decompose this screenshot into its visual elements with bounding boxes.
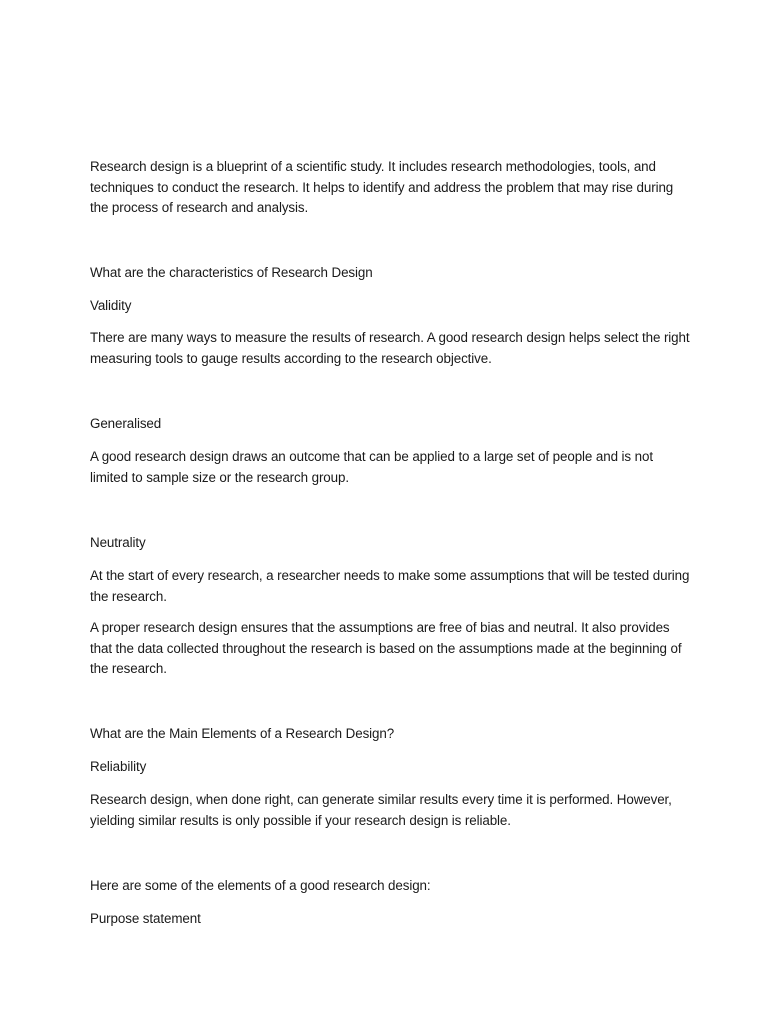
elements-intro-paragraph: Here are some of the elements of a good research design:: [90, 878, 431, 893]
neutrality-paragraph-2: A proper research design ensures that the assumptions are free of bias and neutral. It also provides that the data collected throughout the research is based on the assumptions made at the beginning of the research.: [90, 620, 682, 676]
generalised-heading: Generalised: [90, 416, 162, 431]
reliability-paragraph: Research design, when done right, can generate similar results every time it is performed. However, yielding similar results is only possible if your research design is reliable.: [90, 792, 672, 828]
validity-paragraph: There are many ways to measure the results of research. A good research design helps select the right measuring tools to gauge results according to the research objective.: [90, 330, 690, 366]
intro-paragraph: Research design is a blueprint of a scientific study. It includes research methodologies, tools, and techniques to conduct the research. It helps to identify and address the problem that may rise during the process of research and analysis.: [90, 159, 674, 215]
neutrality-heading: Neutrality: [90, 535, 146, 550]
neutrality-paragraph-1: At the start of every research, a researcher needs to make some assumptions that will be tested during the research.: [90, 568, 690, 604]
characteristics-heading: What are the characteristics of Research Design: [90, 265, 373, 280]
reliability-heading: Reliability: [90, 759, 147, 774]
validity-heading: Validity: [90, 298, 132, 313]
purpose-statement-heading: Purpose statement: [90, 911, 201, 926]
generalised-paragraph: A good research design draws an outcome that can be applied to a large set of people and is not limited to sample size or the research group.: [90, 449, 653, 485]
main-elements-heading: What are the Main Elements of a Research Design?: [90, 726, 395, 741]
